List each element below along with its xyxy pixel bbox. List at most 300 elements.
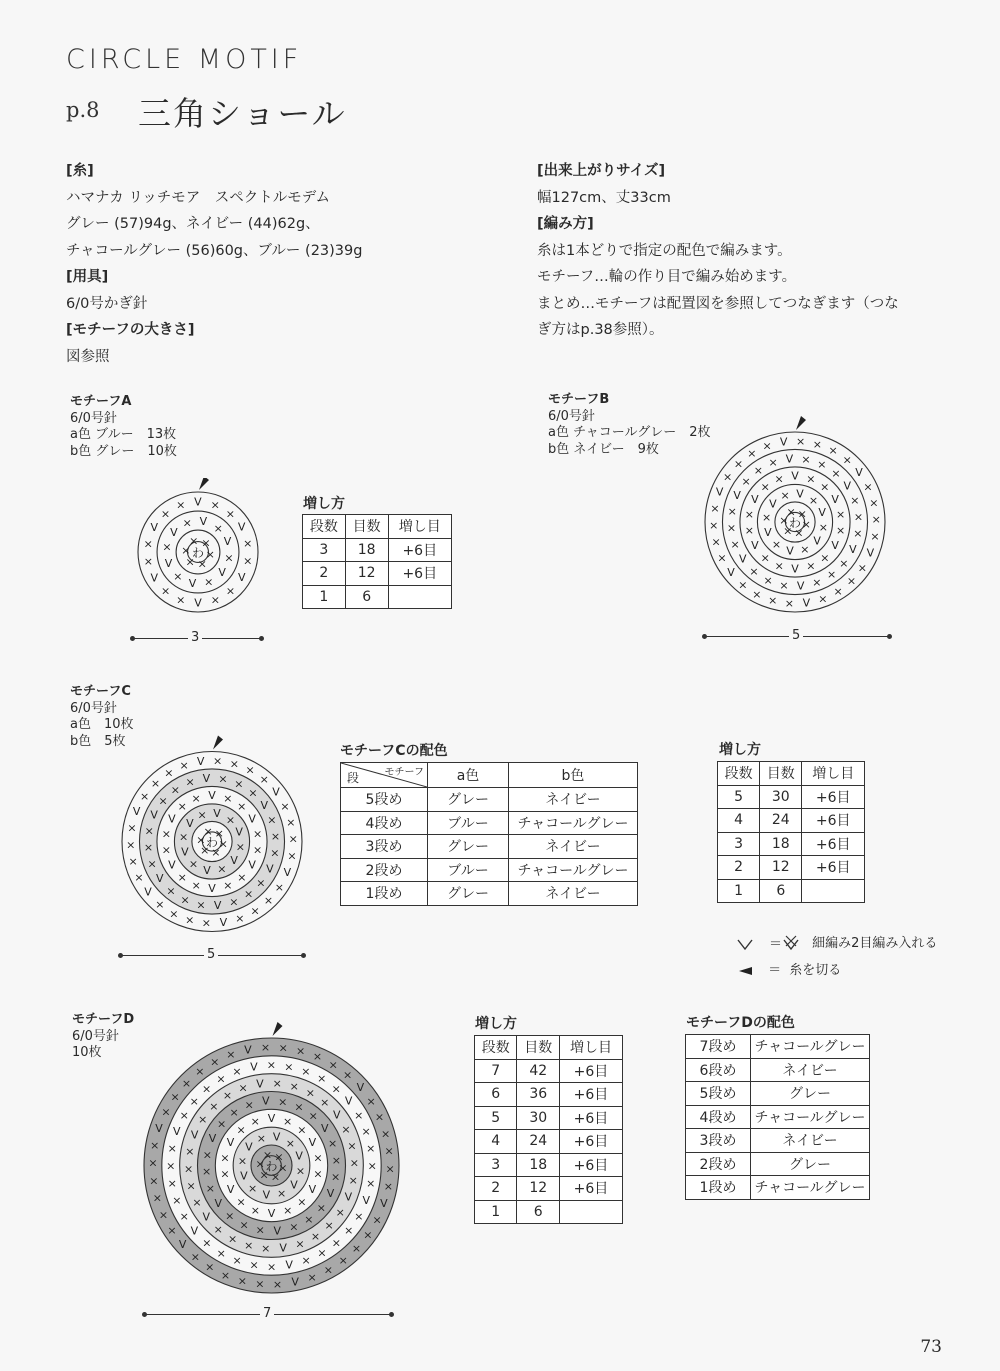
stitch-mark: × bbox=[239, 1218, 249, 1232]
table-cell: +6目 bbox=[559, 1083, 622, 1107]
stitch-mark: × bbox=[349, 1156, 359, 1170]
stitch-mark: × bbox=[301, 1064, 311, 1078]
stitch-mark: × bbox=[287, 849, 297, 863]
legend-increase bbox=[736, 932, 937, 954]
stitch-mark: × bbox=[235, 840, 246, 854]
table-header: 目数 bbox=[517, 1036, 559, 1060]
stitch-mark: × bbox=[283, 1203, 293, 1217]
stitch-mark: V bbox=[321, 1122, 329, 1136]
stitch-mark: × bbox=[850, 494, 860, 508]
table-cell: ブルー bbox=[428, 858, 509, 882]
stitch-mark: V bbox=[344, 1094, 353, 1108]
stitch-mark: × bbox=[147, 857, 157, 871]
increase-table-c-title: 増し方 bbox=[719, 742, 761, 758]
stitch-mark: × bbox=[276, 1187, 287, 1201]
stitch-mark: × bbox=[204, 575, 214, 589]
stitch-mark: × bbox=[189, 534, 199, 548]
table-row bbox=[341, 788, 638, 812]
table-cell: +6目 bbox=[559, 1106, 622, 1130]
table-cell: グレー bbox=[751, 1152, 870, 1176]
stitch-mark: × bbox=[181, 1076, 192, 1090]
stitch-mark: × bbox=[726, 521, 737, 535]
stitch-mark: V bbox=[156, 872, 164, 886]
stitch-mark: × bbox=[143, 554, 153, 568]
stitch-mark: × bbox=[762, 439, 772, 453]
cut-yarn-icon bbox=[796, 416, 806, 430]
motif-a-line: 6/0号針 bbox=[70, 410, 117, 426]
stitch-mark: V bbox=[380, 1197, 388, 1211]
table-row bbox=[475, 1130, 623, 1154]
stitch-mark: × bbox=[260, 1041, 271, 1055]
stitch-mark: V bbox=[237, 520, 246, 534]
table-cell: チャコールグレー bbox=[509, 858, 638, 882]
stitch-mark: × bbox=[381, 1127, 391, 1141]
motif-c-name: モチーフC bbox=[70, 684, 131, 699]
stitch-mark: × bbox=[324, 1219, 334, 1233]
stitch-mark: × bbox=[806, 472, 816, 486]
stitch-mark: × bbox=[191, 879, 201, 893]
stitch-mark: × bbox=[363, 1228, 373, 1242]
motif-size-heading: [モチーフの大きさ] bbox=[66, 322, 195, 338]
stitch-mark: × bbox=[366, 1141, 376, 1155]
stitch-mark: × bbox=[267, 813, 277, 827]
table-cell: +6目 bbox=[388, 538, 451, 562]
stitch-mark: V bbox=[272, 785, 280, 799]
stitch-mark: × bbox=[167, 1223, 177, 1237]
stitch-mark: V bbox=[273, 1224, 281, 1238]
table-cell: グレー bbox=[751, 1082, 870, 1106]
stitch-mark: × bbox=[818, 592, 828, 606]
stitch-mark: × bbox=[222, 1089, 233, 1103]
table-cell: 1 bbox=[475, 1200, 517, 1224]
stitch-mark: × bbox=[252, 827, 263, 841]
stitch-mark: × bbox=[247, 1182, 258, 1196]
table-cell: 3 bbox=[718, 832, 760, 856]
stitch-mark: × bbox=[347, 1139, 357, 1153]
stitch-mark: × bbox=[190, 1250, 200, 1264]
stitch-mark: × bbox=[749, 564, 759, 578]
table-cell: グレー bbox=[428, 788, 509, 812]
stitch-mark: × bbox=[202, 1082, 212, 1096]
motif-a-line: a色 ブルー 13枚 bbox=[70, 427, 177, 442]
stitch-mark: × bbox=[218, 837, 228, 851]
stitch-mark: V bbox=[132, 805, 141, 819]
stitch-mark: × bbox=[216, 1072, 226, 1086]
stitch-mark: V bbox=[764, 525, 772, 539]
magic-ring-label: わ bbox=[205, 835, 219, 850]
table-row bbox=[341, 835, 638, 859]
stitch-mark: × bbox=[331, 1153, 341, 1167]
stitch-mark: × bbox=[288, 832, 298, 846]
stitch-mark: × bbox=[297, 1123, 307, 1137]
stitch-mark: × bbox=[328, 1137, 338, 1151]
table-cell: チャコールグレー bbox=[509, 811, 638, 835]
stitch-mark: V bbox=[188, 576, 197, 590]
stitch-mark: × bbox=[167, 1177, 177, 1191]
stitch-mark: V bbox=[831, 492, 839, 506]
stitch-mark: V bbox=[344, 1190, 353, 1204]
motif-a-name: モチーフA bbox=[70, 394, 132, 409]
table-cell: 18 bbox=[760, 832, 802, 856]
table-cell bbox=[388, 585, 451, 609]
stitch-mark: × bbox=[295, 1237, 305, 1251]
yarn-heading: [糸] bbox=[66, 163, 94, 179]
table-cell: 4段め bbox=[686, 1105, 751, 1129]
table-row bbox=[341, 811, 638, 835]
stitch-mark: × bbox=[372, 1213, 382, 1227]
stitch-mark: × bbox=[744, 524, 755, 538]
stitch-mark: × bbox=[272, 1277, 283, 1291]
stitch-mark: V bbox=[791, 562, 799, 576]
stitch-mark: × bbox=[202, 1165, 212, 1179]
stitch-mark: × bbox=[220, 1167, 230, 1181]
stitch-mark: × bbox=[331, 1082, 341, 1096]
stitch-mark: V bbox=[240, 1169, 248, 1183]
table-header: 増し目 bbox=[802, 762, 865, 786]
stitch-mark: × bbox=[244, 1239, 254, 1253]
table-cell bbox=[802, 879, 865, 903]
table-header: 目数 bbox=[760, 762, 802, 786]
stitch-mark: × bbox=[262, 1148, 273, 1162]
stitch-mark: × bbox=[160, 584, 171, 598]
stitch-mark: V bbox=[181, 845, 189, 859]
stitch-mark: V bbox=[333, 1108, 341, 1122]
stitch-mark: × bbox=[225, 813, 236, 827]
stitch-mark: V bbox=[170, 525, 178, 539]
table-cell: 3 bbox=[303, 538, 346, 562]
stitch-mark: × bbox=[210, 593, 220, 607]
method-line: まとめ…モチーフは配置図を参照してつなぎます（つな bbox=[537, 295, 899, 312]
stitch-mark: × bbox=[857, 561, 868, 575]
stitch-mark: V bbox=[223, 535, 232, 549]
stitch-mark: V bbox=[295, 1149, 303, 1163]
stitch-mark: × bbox=[266, 1058, 277, 1072]
stitch-mark: × bbox=[863, 480, 873, 494]
stitch-mark: × bbox=[710, 501, 720, 515]
stitch-mark: V bbox=[785, 452, 794, 466]
stitch-mark: × bbox=[328, 1058, 338, 1072]
stitch-mark: V bbox=[272, 1130, 281, 1144]
stitch-mark: × bbox=[274, 880, 285, 894]
yarn-line: チャコールグレー (56)60g、ブルー (23)39g bbox=[66, 242, 363, 259]
stitch-mark: × bbox=[184, 1162, 194, 1176]
motif-b-line: 6/0号針 bbox=[548, 408, 595, 424]
table-cell: 18 bbox=[345, 538, 388, 562]
stitch-mark: × bbox=[181, 543, 191, 557]
stitch-mark: × bbox=[256, 876, 266, 890]
stitch-mark: × bbox=[313, 1167, 323, 1181]
table-cell: チャコールグレー bbox=[751, 1176, 870, 1200]
table-cell: チャコールグレー bbox=[751, 1035, 870, 1059]
series-title: CIRCLE MOTIF bbox=[66, 44, 303, 75]
table-header: 増し目 bbox=[388, 515, 451, 539]
stitch-mark: V bbox=[194, 596, 202, 610]
motif-c-line: a色 10枚 bbox=[70, 717, 134, 732]
stitch-mark: × bbox=[278, 1161, 288, 1175]
stitch-mark: V bbox=[150, 808, 158, 822]
corner-col-label: モチーフ bbox=[384, 767, 424, 778]
method-line: モチーフ…輪の作り目で編み始めます。 bbox=[537, 269, 797, 285]
motif-d-diagram bbox=[134, 1022, 409, 1297]
stitch-mark: × bbox=[722, 470, 733, 484]
stitch-mark: × bbox=[295, 1164, 306, 1178]
stitch-mark: × bbox=[361, 1124, 371, 1138]
stitch-mark: V bbox=[260, 798, 268, 812]
stitch-mark: × bbox=[774, 472, 784, 486]
stitch-mark: × bbox=[323, 1263, 333, 1277]
table-cell: 6 bbox=[760, 879, 802, 903]
stitch-mark: × bbox=[229, 895, 239, 909]
stitch-mark: × bbox=[237, 799, 247, 813]
stitch-mark: × bbox=[148, 1156, 158, 1170]
stitch-mark: V bbox=[796, 579, 805, 593]
table-row bbox=[686, 1082, 870, 1106]
stitch-mark: × bbox=[179, 759, 189, 773]
stitch-mark: × bbox=[149, 1174, 159, 1188]
legend-equals: ＝ bbox=[768, 963, 782, 978]
stitch-mark: V bbox=[214, 1196, 222, 1210]
table-cell: 12 bbox=[345, 562, 388, 586]
stitch-mark: V bbox=[283, 865, 292, 879]
stitch-mark: V bbox=[208, 1132, 217, 1146]
stitch-mark: × bbox=[197, 808, 207, 822]
stitch-mark: × bbox=[228, 1232, 238, 1246]
stitch-mark: × bbox=[179, 1209, 189, 1223]
stitch-mark: × bbox=[307, 1270, 317, 1284]
stitch-mark: V bbox=[813, 534, 821, 548]
stitch-mark: V bbox=[168, 812, 176, 826]
stitch-mark: × bbox=[160, 507, 171, 521]
stitch-mark: × bbox=[274, 1150, 284, 1164]
table-cell: 5 bbox=[475, 1106, 517, 1130]
stitch-mark: × bbox=[871, 513, 881, 527]
stitch-mark: × bbox=[167, 1142, 177, 1156]
stitch-mark: × bbox=[385, 1162, 395, 1176]
stitch-mark: × bbox=[173, 570, 183, 584]
stitch-mark: × bbox=[188, 857, 199, 871]
stitch-mark: × bbox=[280, 799, 290, 813]
page-number: 73 bbox=[920, 1337, 942, 1357]
table-row bbox=[303, 538, 452, 562]
stitch-mark: × bbox=[185, 1145, 195, 1159]
increase-table-c bbox=[717, 761, 865, 903]
stitch-mark: V bbox=[262, 1094, 270, 1108]
stitch-mark: × bbox=[831, 467, 841, 481]
table-cell: 30 bbox=[760, 785, 802, 809]
stitch-mark: × bbox=[158, 1208, 169, 1222]
table-row bbox=[718, 785, 865, 809]
stitch-mark: × bbox=[217, 862, 227, 876]
color-table-d bbox=[685, 1034, 870, 1200]
stitch-mark: × bbox=[839, 556, 849, 570]
motif-b-line: b色 ネイビー 9枚 bbox=[548, 441, 659, 457]
stitch-mark: × bbox=[244, 887, 254, 901]
increase-table-a bbox=[302, 514, 452, 609]
stitch-mark: V bbox=[173, 1125, 181, 1139]
stitch-mark: × bbox=[869, 496, 879, 510]
stitch-mark: × bbox=[801, 517, 811, 531]
stitch-mark: × bbox=[255, 1277, 265, 1291]
stitch-mark: × bbox=[285, 1136, 296, 1150]
table-cell: 6 bbox=[345, 585, 388, 609]
stitch-mark: × bbox=[201, 536, 211, 550]
stitch-mark: × bbox=[237, 1274, 247, 1288]
stitch-mark: V bbox=[186, 816, 194, 830]
method-line: 糸は1本どりで指定の配色で編みます。 bbox=[537, 242, 792, 259]
stitch-mark: V bbox=[786, 544, 794, 558]
stitch-mark: × bbox=[354, 1109, 364, 1123]
stitch-mark: V bbox=[190, 1128, 199, 1142]
stitch-mark: × bbox=[158, 794, 168, 808]
motif-d-line: 10枚 bbox=[72, 1045, 102, 1060]
stitch-mark: × bbox=[366, 1095, 376, 1109]
yarn-line: ハマナカ リッチモア スペクトルモデム bbox=[66, 189, 331, 206]
stitch-mark: × bbox=[250, 1203, 260, 1217]
stitch-mark: × bbox=[255, 1157, 265, 1171]
stitch-mark: × bbox=[226, 1048, 236, 1062]
motif-d-name: モチーフD bbox=[72, 1012, 135, 1027]
stitch-mark: × bbox=[283, 1115, 293, 1129]
stitch-mark: × bbox=[143, 537, 153, 551]
stitch-mark: × bbox=[270, 829, 281, 843]
finish-section bbox=[537, 158, 957, 344]
stitch-mark: × bbox=[744, 508, 754, 522]
stitch-mark: × bbox=[812, 575, 822, 589]
table-cell: ネイビー bbox=[509, 882, 638, 906]
stitch-mark: V bbox=[791, 469, 799, 483]
stitch-mark: × bbox=[294, 1100, 304, 1114]
stitch-mark: × bbox=[348, 1173, 358, 1187]
legend-cut bbox=[738, 959, 841, 979]
motif-d-dimension-label: 7 bbox=[260, 1306, 274, 1321]
stitch-mark: × bbox=[779, 514, 789, 528]
stitch-mark: × bbox=[296, 1044, 306, 1058]
table-cell: +6目 bbox=[802, 832, 865, 856]
stitch-mark: × bbox=[779, 578, 789, 592]
stitch-mark: × bbox=[266, 1260, 277, 1274]
stitch-mark: × bbox=[374, 1110, 385, 1124]
stitch-mark: × bbox=[225, 1209, 235, 1223]
stitch-mark: × bbox=[180, 893, 190, 907]
stitch-mark: V bbox=[843, 479, 851, 493]
stitch-mark: × bbox=[213, 521, 223, 535]
stitch-mark: V bbox=[150, 571, 159, 585]
stitch-mark: V bbox=[262, 1188, 271, 1202]
stitch-mark: × bbox=[212, 754, 223, 768]
table-cell: 7 bbox=[475, 1059, 517, 1083]
table-cell: 6 bbox=[517, 1200, 559, 1224]
color-table-c bbox=[340, 762, 638, 906]
cut-yarn-icon bbox=[273, 1022, 283, 1036]
table-row bbox=[686, 1035, 870, 1059]
stitch-mark: V bbox=[150, 520, 159, 534]
stitch-mark: × bbox=[768, 594, 778, 608]
motif-size-line: 図参照 bbox=[66, 348, 110, 365]
stitch-mark: V bbox=[248, 812, 256, 826]
table-cell: +6目 bbox=[802, 785, 865, 809]
stitch-mark: × bbox=[806, 559, 816, 573]
stitch-mark: × bbox=[709, 518, 719, 532]
stitch-mark: × bbox=[383, 1179, 393, 1193]
stitch-mark: × bbox=[820, 480, 830, 494]
motif-a-diagram bbox=[128, 478, 268, 618]
stitch-mark: × bbox=[853, 510, 864, 524]
stitch-mark: × bbox=[232, 1064, 242, 1078]
stitch-mark: × bbox=[162, 540, 172, 554]
table-cell: 4 bbox=[718, 809, 760, 833]
stitch-mark: × bbox=[224, 551, 234, 565]
stitch-mark: × bbox=[229, 757, 239, 771]
stitch-mark: × bbox=[763, 573, 773, 587]
stitch-mark: × bbox=[752, 587, 762, 601]
motif-a-info bbox=[70, 394, 177, 460]
motif-c-diagram bbox=[112, 728, 312, 943]
stitch-mark: × bbox=[259, 773, 269, 787]
stitch-mark: × bbox=[253, 843, 263, 857]
stitch-mark: × bbox=[827, 568, 837, 582]
stitch-mark: V bbox=[267, 1112, 276, 1126]
table-cell: ネイビー bbox=[509, 835, 638, 859]
stitch-mark: V bbox=[290, 1178, 298, 1192]
stitch-mark: × bbox=[185, 913, 195, 927]
motif-c-line: 6/0号針 bbox=[70, 700, 117, 716]
table-header: 増し目 bbox=[559, 1036, 622, 1060]
stitch-mark: × bbox=[144, 824, 154, 838]
stitch-mark: V bbox=[208, 881, 216, 895]
stitch-mark: × bbox=[244, 1098, 254, 1112]
stitch-mark: V bbox=[279, 1241, 287, 1255]
stitch-mark: V bbox=[256, 1077, 264, 1091]
table-cell: +6目 bbox=[559, 1177, 622, 1201]
stitch-mark: V bbox=[818, 506, 826, 520]
stitch-mark: × bbox=[727, 504, 737, 518]
stitch-mark: × bbox=[223, 791, 233, 805]
stitch-mark: × bbox=[189, 1094, 199, 1108]
table-cell: 24 bbox=[517, 1130, 559, 1154]
stitch-mark: × bbox=[238, 1081, 248, 1095]
stitch-mark: V bbox=[779, 435, 788, 449]
stitch-mark: V bbox=[196, 755, 205, 769]
stitch-mark: V bbox=[250, 1060, 258, 1074]
stitch-mark: × bbox=[237, 870, 247, 884]
stitch-mark: × bbox=[344, 1224, 354, 1238]
table-cell bbox=[559, 1200, 622, 1224]
motif-b-dimension-label: 5 bbox=[789, 628, 803, 643]
stitch-mark: × bbox=[278, 1095, 288, 1109]
motif-a-line: b色 グレー 10枚 bbox=[70, 443, 177, 459]
stitch-mark: × bbox=[255, 1223, 265, 1237]
stitch-mark: × bbox=[220, 1268, 231, 1282]
magic-ring-label: わ bbox=[788, 516, 802, 530]
stitch-mark: × bbox=[237, 1154, 248, 1168]
table-row bbox=[303, 562, 452, 586]
table-cell: チャコールグレー bbox=[751, 1105, 870, 1129]
stitch-mark: × bbox=[297, 1195, 307, 1209]
magic-ring-label: わ bbox=[265, 1159, 278, 1174]
table-header: 目数 bbox=[345, 515, 388, 539]
stitch-mark: × bbox=[161, 843, 172, 857]
stitch-mark: × bbox=[205, 548, 215, 562]
stitch-mark: × bbox=[730, 537, 740, 551]
stitch-mark: × bbox=[236, 1123, 246, 1137]
tools-line: 6/0号かぎ針 bbox=[66, 295, 148, 312]
stitch-mark: × bbox=[761, 511, 772, 525]
stitch-mark: × bbox=[205, 1181, 215, 1195]
table-cell: 7段め bbox=[686, 1035, 751, 1059]
stitch-mark: × bbox=[270, 846, 280, 860]
motif-c-dimension-label: 5 bbox=[204, 947, 218, 962]
pattern-title: 三角ショール bbox=[138, 94, 347, 133]
